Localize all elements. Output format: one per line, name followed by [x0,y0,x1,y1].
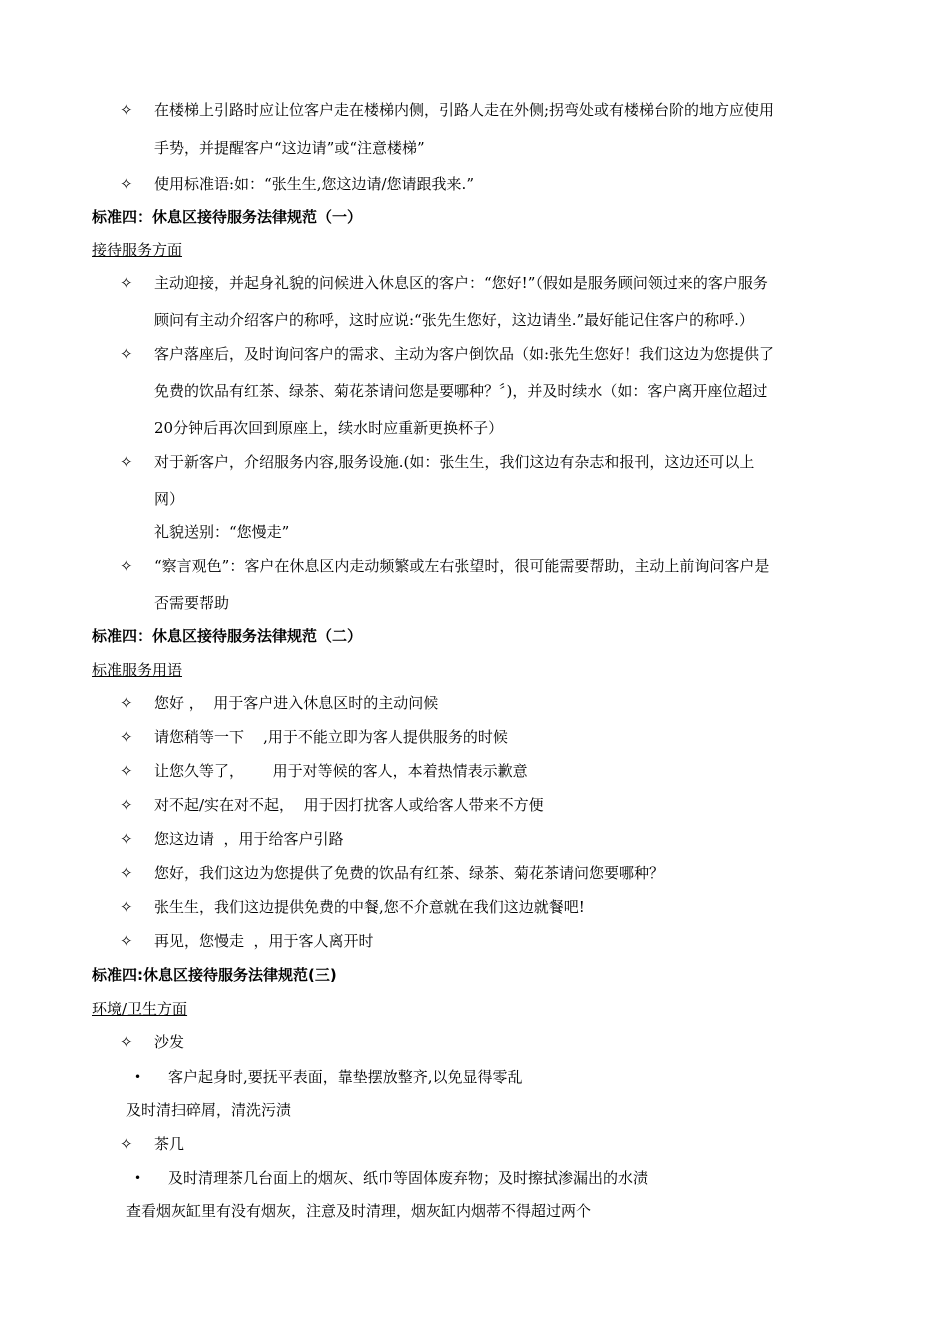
diamond-bullet-icon: ✧ [120,557,133,575]
diamond-bullet-icon: ✧ [120,345,133,363]
diamond-bullet-icon: ✧ [120,1135,133,1153]
diamond-bullet-icon: ✧ [120,728,133,746]
item-text: 在楼梯上引路时应让位客户走在楼梯内侧，引路人走在外侧;拐弯处或有楼梯台阶的地方应使用 [154,101,775,119]
item-text: 让您久等了， 用于对等候的客人，本着热情表示歉意 [154,762,528,780]
item-text: 再见，您慢走 ，用于客人离开时 [154,932,374,950]
item-text: 及时清理茶几台面上的烟灰、纸巾等固体废弃物；及时擦拭渗漏出的水渍 [168,1169,649,1187]
diamond-bullet-icon: ✧ [120,274,133,292]
diamond-bullet-icon: ✧ [120,864,133,882]
dot-bullet-icon: • [134,1171,142,1185]
item-text: 您这边请 ，用于给客户引路 [154,830,344,848]
item-text-cont: 顾问有主动介绍客户的称呼，这时应说:“张先生您好，这边请坐.”最好能记住客户的称呼.） [154,311,754,329]
diamond-bullet-icon: ✧ [120,694,133,712]
item-text: 张生生，我们这边提供免费的中餐,您不介意就在我们这边就餐吧! [154,898,585,916]
dot-bullet-icon: • [134,1070,142,1084]
section-heading: 标准四：休息区接待服务法律规范（二） [92,627,363,645]
item-text: 客户落座后，及时询问客户的需求、主动为客户倒饮品（如:张先生您好！我们这边为您提供了 [154,345,775,363]
diamond-bullet-icon: ✧ [120,762,133,780]
diamond-bullet-icon: ✧ [120,101,133,119]
item-text-cont: 网） [154,490,185,508]
section-subheading: 接待服务方面 [92,241,183,259]
item-text: 您好，我们这边为您提供了免费的饮品有红茶、绿茶、菊花茶请问您要哪种？ [154,864,665,882]
diamond-bullet-icon: ✧ [120,932,133,950]
item-text: 对于新客户，介绍服务内容,服务设施.(如：张生生，我们这边有杂志和报刊，这边还可以上 [154,453,755,471]
item-text-cont: 否需要帮助 [154,594,230,612]
item-text-cont: 礼貌送别：“您慢走” [154,523,290,541]
item-text-cont: 手势，并提醒客户“这边请”或“注意楼梯” [154,139,425,157]
item-text-cont: 20分钟后再次回到原座上，续水时应重新更换杯子） [154,419,504,437]
section-heading: 标准四：休息区接待服务法律规范（一） [92,208,363,226]
item-text: 请您稍等一下 ,用于不能立即为客人提供服务的时候 [154,728,508,746]
item-text: 您好 ， 用于客户进入休息区时的主动问候 [154,694,439,712]
diamond-bullet-icon: ✧ [120,898,133,916]
section-subheading: 标准服务用语 [92,661,183,679]
item-text: 客户起身时,要抚平表面，靠垫摆放整齐,以免显得零乱 [168,1068,523,1086]
diamond-bullet-icon: ✧ [120,175,133,193]
item-text: 及时清扫碎屑，清洗污渍 [126,1101,292,1119]
item-text: 茶几 [154,1135,185,1153]
section-heading: 标准四:休息区接待服务法律规范(三) [92,966,337,984]
item-text: 主动迎接，并起身礼貌的问候进入休息区的客户：“您好!”（假如是服务顾问领过来的客户服务 [154,274,768,292]
item-text: 沙发 [154,1033,185,1051]
diamond-bullet-icon: ✧ [120,796,133,814]
item-text: “察言观色”：客户在休息区内走动频繁或左右张望时，很可能需要帮助，主动上前询问客户是 [154,557,770,575]
item-text: 使用标准语:如：“张生生,您这边请/您请跟我来.” [154,175,474,193]
item-text-cont: 免费的饮品有红茶、绿茶、菊花茶请问您是要哪种？〞)，并及时续水（如：客户离开座位超过 [154,382,768,400]
item-text: 对不起/实在对不起， 用于因打扰客人或给客人带来不方便 [154,796,544,814]
diamond-bullet-icon: ✧ [120,830,133,848]
item-text: 查看烟灰缸里有没有烟灰，注意及时清理，烟灰缸内烟蒂不得超过两个 [126,1202,592,1220]
diamond-bullet-icon: ✧ [120,453,133,471]
diamond-bullet-icon: ✧ [120,1033,133,1051]
section-subheading: 环境/卫生方面 [92,1000,188,1018]
